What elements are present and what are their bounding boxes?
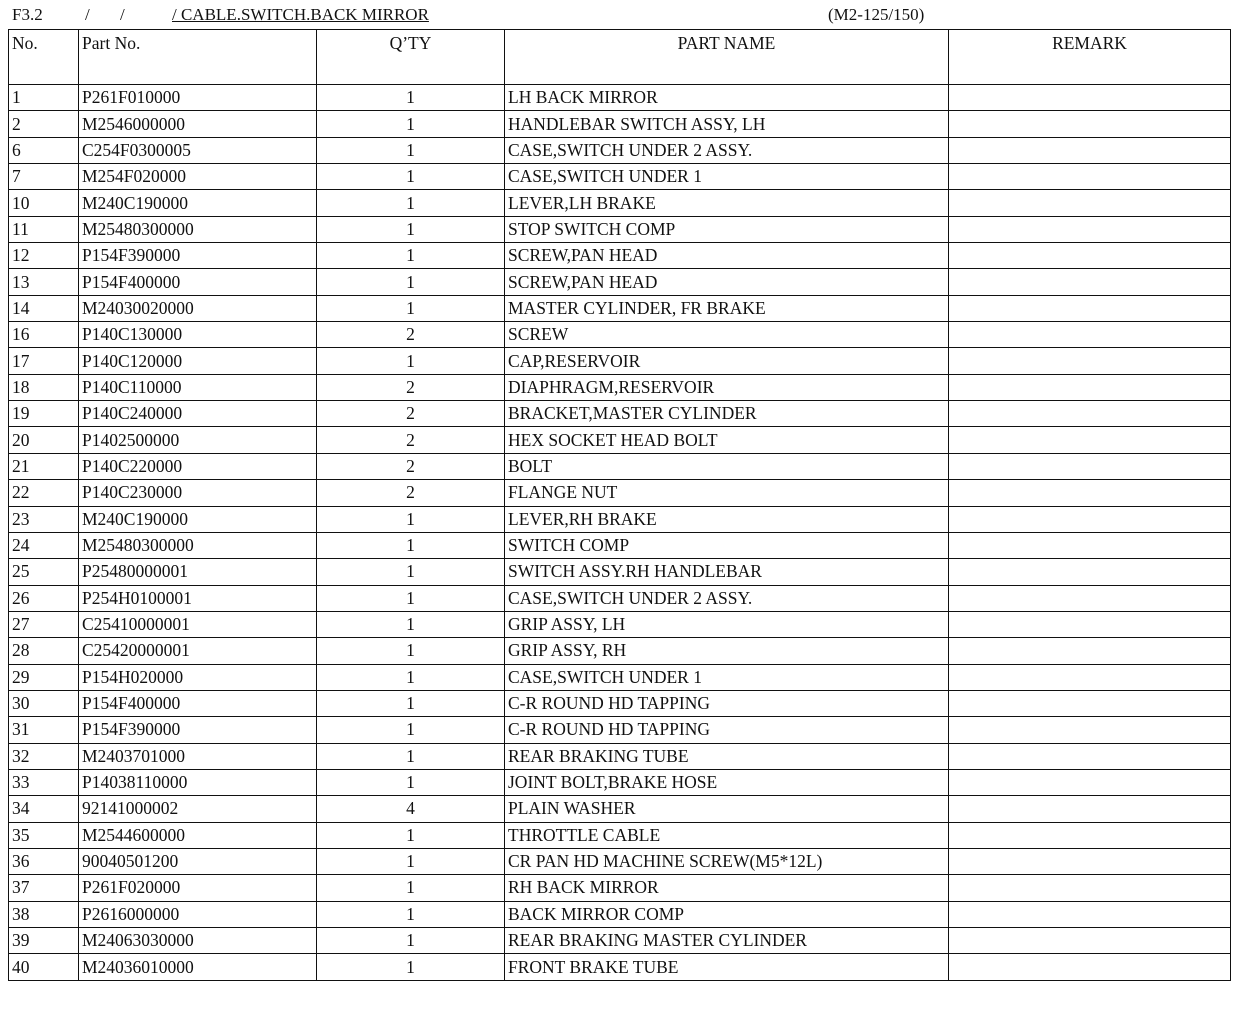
quantity-cell: 1	[317, 295, 505, 321]
part-number-cell: P154F390000	[79, 717, 317, 743]
part-name-cell: PLAIN WASHER	[505, 796, 949, 822]
quantity-cell: 1	[317, 137, 505, 163]
part-number-cell: P254H0100001	[79, 585, 317, 611]
part-name-cell: FLANGE NUT	[505, 480, 949, 506]
quantity-cell: 1	[317, 690, 505, 716]
table-row	[9, 690, 1231, 716]
table-row	[9, 85, 1231, 111]
part-number-cell: P140C110000	[79, 374, 317, 400]
table-row	[9, 585, 1231, 611]
remark-cell	[949, 796, 1231, 822]
quantity-cell: 1	[317, 585, 505, 611]
remark-cell	[949, 243, 1231, 269]
item-number-cell: 18	[9, 374, 79, 400]
table-row	[9, 638, 1231, 664]
item-number-cell: 30	[9, 690, 79, 716]
part-number-cell: M24030020000	[79, 295, 317, 321]
part-number-cell: P154F400000	[79, 690, 317, 716]
quantity-cell: 1	[317, 664, 505, 690]
remark-cell	[949, 611, 1231, 637]
table-row	[9, 401, 1231, 427]
remark-cell	[949, 690, 1231, 716]
part-name-cell: SCREW,PAN HEAD	[505, 243, 949, 269]
table-row	[9, 743, 1231, 769]
part-name-cell: LH BACK MIRROR	[505, 85, 949, 111]
table-row	[9, 796, 1231, 822]
quantity-cell: 1	[317, 164, 505, 190]
table-row	[9, 269, 1231, 295]
column-header-part-name: PART NAME	[505, 30, 949, 85]
remark-cell	[949, 453, 1231, 479]
parts-table	[8, 29, 1231, 981]
quantity-cell: 1	[317, 269, 505, 295]
remark-cell	[949, 664, 1231, 690]
item-number-cell: 21	[9, 453, 79, 479]
item-number-cell: 10	[9, 190, 79, 216]
column-header-part-no: Part No.	[79, 30, 317, 85]
quantity-cell: 1	[317, 743, 505, 769]
remark-cell	[949, 480, 1231, 506]
quantity-cell: 2	[317, 453, 505, 479]
item-number-cell: 23	[9, 506, 79, 532]
remark-cell	[949, 875, 1231, 901]
quantity-cell: 1	[317, 348, 505, 374]
remark-cell	[949, 717, 1231, 743]
part-name-cell: BOLT	[505, 453, 949, 479]
part-number-cell: P154F400000	[79, 269, 317, 295]
table-row	[9, 875, 1231, 901]
part-number-cell: M254F020000	[79, 164, 317, 190]
table-row	[9, 664, 1231, 690]
quantity-cell: 1	[317, 901, 505, 927]
remark-cell	[949, 928, 1231, 954]
part-name-cell: SWITCH COMP	[505, 532, 949, 558]
part-number-cell: M24063030000	[79, 928, 317, 954]
item-number-cell: 22	[9, 480, 79, 506]
part-number-cell: P154F390000	[79, 243, 317, 269]
table-row	[9, 769, 1231, 795]
quantity-cell: 1	[317, 928, 505, 954]
part-name-cell: CR PAN HD MACHINE SCREW(M5*12L)	[505, 848, 949, 874]
item-number-cell: 29	[9, 664, 79, 690]
part-number-cell: P261F020000	[79, 875, 317, 901]
table-row	[9, 348, 1231, 374]
column-header-no: No.	[9, 30, 79, 85]
quantity-cell: 2	[317, 374, 505, 400]
item-number-cell: 38	[9, 901, 79, 927]
remark-cell	[949, 822, 1231, 848]
part-name-cell: DIAPHRAGM,RESERVOIR	[505, 374, 949, 400]
item-number-cell: 7	[9, 164, 79, 190]
quantity-cell: 1	[317, 769, 505, 795]
remark-cell	[949, 269, 1231, 295]
part-number-cell: C25420000001	[79, 638, 317, 664]
remark-cell	[949, 216, 1231, 242]
table-row	[9, 374, 1231, 400]
quantity-cell: 1	[317, 638, 505, 664]
part-number-cell: C254F0300005	[79, 137, 317, 163]
part-name-cell: CAP,RESERVOIR	[505, 348, 949, 374]
quantity-cell: 1	[317, 111, 505, 137]
quantity-cell: 1	[317, 532, 505, 558]
remark-cell	[949, 954, 1231, 980]
quantity-cell: 1	[317, 506, 505, 532]
part-name-cell: LEVER,RH BRAKE	[505, 506, 949, 532]
item-number-cell: 28	[9, 638, 79, 664]
quantity-cell: 1	[317, 875, 505, 901]
item-number-cell: 34	[9, 796, 79, 822]
part-number-cell: M2544600000	[79, 822, 317, 848]
item-number-cell: 16	[9, 322, 79, 348]
part-name-cell: MASTER CYLINDER, FR BRAKE	[505, 295, 949, 321]
quantity-cell: 1	[317, 611, 505, 637]
part-number-cell: M240C190000	[79, 506, 317, 532]
part-name-cell: SWITCH ASSY.RH HANDLEBAR	[505, 559, 949, 585]
part-name-cell: C-R ROUND HD TAPPING	[505, 717, 949, 743]
quantity-cell: 2	[317, 427, 505, 453]
part-name-cell: BACK MIRROR COMP	[505, 901, 949, 927]
part-name-cell: REAR BRAKING TUBE	[505, 743, 949, 769]
table-row	[9, 848, 1231, 874]
quantity-cell: 2	[317, 322, 505, 348]
item-number-cell: 19	[9, 401, 79, 427]
quantity-cell: 1	[317, 243, 505, 269]
item-number-cell: 26	[9, 585, 79, 611]
item-number-cell: 11	[9, 216, 79, 242]
part-name-cell: C-R ROUND HD TAPPING	[505, 690, 949, 716]
part-number-cell: M24036010000	[79, 954, 317, 980]
separator-slash: /	[120, 5, 125, 24]
item-number-cell: 24	[9, 532, 79, 558]
table-row	[9, 901, 1231, 927]
quantity-cell: 1	[317, 559, 505, 585]
remark-cell	[949, 348, 1231, 374]
table-row	[9, 954, 1231, 980]
part-name-cell: SCREW	[505, 322, 949, 348]
part-name-cell: GRIP ASSY, LH	[505, 611, 949, 637]
part-number-cell: P154H020000	[79, 664, 317, 690]
model-code: (M2-125/150)	[828, 5, 925, 24]
part-name-cell: RH BACK MIRROR	[505, 875, 949, 901]
part-number-cell: 90040501200	[79, 848, 317, 874]
section-code: F3.2	[12, 5, 43, 24]
item-number-cell: 35	[9, 822, 79, 848]
remark-cell	[949, 374, 1231, 400]
part-name-cell: JOINT BOLT,BRAKE HOSE	[505, 769, 949, 795]
table-row	[9, 137, 1231, 163]
item-number-cell: 20	[9, 427, 79, 453]
table-row	[9, 295, 1231, 321]
quantity-cell: 1	[317, 85, 505, 111]
part-number-cell: M2546000000	[79, 111, 317, 137]
part-number-cell: P14038110000	[79, 769, 317, 795]
table-row	[9, 717, 1231, 743]
part-number-cell: M240C190000	[79, 190, 317, 216]
item-number-cell: 17	[9, 348, 79, 374]
part-name-cell: STOP SWITCH COMP	[505, 216, 949, 242]
remark-cell	[949, 506, 1231, 532]
quantity-cell: 1	[317, 822, 505, 848]
remark-cell	[949, 322, 1231, 348]
quantity-cell: 2	[317, 401, 505, 427]
quantity-cell: 1	[317, 717, 505, 743]
remark-cell	[949, 532, 1231, 558]
remark-cell	[949, 901, 1231, 927]
item-number-cell: 40	[9, 954, 79, 980]
part-number-cell: C25410000001	[79, 611, 317, 637]
remark-cell	[949, 848, 1231, 874]
part-name-cell: CASE,SWITCH UNDER 1	[505, 164, 949, 190]
table-row	[9, 559, 1231, 585]
remark-cell	[949, 743, 1231, 769]
item-number-cell: 14	[9, 295, 79, 321]
table-row	[9, 611, 1231, 637]
part-number-cell: P140C220000	[79, 453, 317, 479]
part-number-cell: P140C230000	[79, 480, 317, 506]
item-number-cell: 1	[9, 85, 79, 111]
table-row	[9, 243, 1231, 269]
table-row	[9, 111, 1231, 137]
item-number-cell: 12	[9, 243, 79, 269]
part-name-cell: CASE,SWITCH UNDER 2 ASSY.	[505, 585, 949, 611]
part-name-cell: BRACKET,MASTER CYLINDER	[505, 401, 949, 427]
part-number-cell: P25480000001	[79, 559, 317, 585]
table-row	[9, 506, 1231, 532]
quantity-cell: 2	[317, 480, 505, 506]
table-row	[9, 453, 1231, 479]
part-name-cell: GRIP ASSY, RH	[505, 638, 949, 664]
table-row	[9, 216, 1231, 242]
part-name-cell: HEX SOCKET HEAD BOLT	[505, 427, 949, 453]
table-row	[9, 164, 1231, 190]
remark-cell	[949, 427, 1231, 453]
remark-cell	[949, 85, 1231, 111]
item-number-cell: 13	[9, 269, 79, 295]
part-name-cell: REAR BRAKING MASTER CYLINDER	[505, 928, 949, 954]
part-number-cell: P140C240000	[79, 401, 317, 427]
remark-cell	[949, 164, 1231, 190]
remark-cell	[949, 638, 1231, 664]
column-header-qty: Q’TY	[317, 30, 505, 85]
remark-cell	[949, 769, 1231, 795]
item-number-cell: 25	[9, 559, 79, 585]
table-row	[9, 822, 1231, 848]
remark-cell	[949, 111, 1231, 137]
remark-cell	[949, 190, 1231, 216]
part-number-cell: M25480300000	[79, 216, 317, 242]
table-row	[9, 480, 1231, 506]
part-name-cell: CASE,SWITCH UNDER 2 ASSY.	[505, 137, 949, 163]
quantity-cell: 1	[317, 216, 505, 242]
table-row	[9, 322, 1231, 348]
item-number-cell: 37	[9, 875, 79, 901]
part-name-cell: SCREW,PAN HEAD	[505, 269, 949, 295]
part-name-cell: THROTTLE CABLE	[505, 822, 949, 848]
remark-cell	[949, 585, 1231, 611]
item-number-cell: 32	[9, 743, 79, 769]
item-number-cell: 6	[9, 137, 79, 163]
part-name-cell: CASE,SWITCH UNDER 1	[505, 664, 949, 690]
page-header	[0, 0, 1245, 28]
part-number-cell: P140C120000	[79, 348, 317, 374]
table-row	[9, 928, 1231, 954]
part-name-cell: FRONT BRAKE TUBE	[505, 954, 949, 980]
table-row	[9, 427, 1231, 453]
part-number-cell: M2403701000	[79, 743, 317, 769]
part-name-cell: HANDLEBAR SWITCH ASSY, LH	[505, 111, 949, 137]
remark-cell	[949, 295, 1231, 321]
item-number-cell: 36	[9, 848, 79, 874]
table-header-row	[9, 30, 1231, 85]
remark-cell	[949, 559, 1231, 585]
item-number-cell: 31	[9, 717, 79, 743]
quantity-cell: 1	[317, 848, 505, 874]
parts-table-body	[9, 85, 1231, 981]
quantity-cell: 1	[317, 954, 505, 980]
part-number-cell: P2616000000	[79, 901, 317, 927]
part-name-cell: LEVER,LH BRAKE	[505, 190, 949, 216]
remark-cell	[949, 401, 1231, 427]
quantity-cell: 1	[317, 190, 505, 216]
quantity-cell: 4	[317, 796, 505, 822]
item-number-cell: 39	[9, 928, 79, 954]
separator-slash: /	[85, 5, 90, 24]
part-number-cell: P140C130000	[79, 322, 317, 348]
item-number-cell: 2	[9, 111, 79, 137]
table-row	[9, 190, 1231, 216]
section-title: / CABLE.SWITCH.BACK MIRROR	[172, 5, 429, 24]
part-number-cell: P1402500000	[79, 427, 317, 453]
item-number-cell: 27	[9, 611, 79, 637]
part-number-cell: M25480300000	[79, 532, 317, 558]
column-header-remark: REMARK	[949, 30, 1231, 85]
table-row	[9, 532, 1231, 558]
item-number-cell: 33	[9, 769, 79, 795]
part-number-cell: P261F010000	[79, 85, 317, 111]
part-number-cell: 92141000002	[79, 796, 317, 822]
remark-cell	[949, 137, 1231, 163]
